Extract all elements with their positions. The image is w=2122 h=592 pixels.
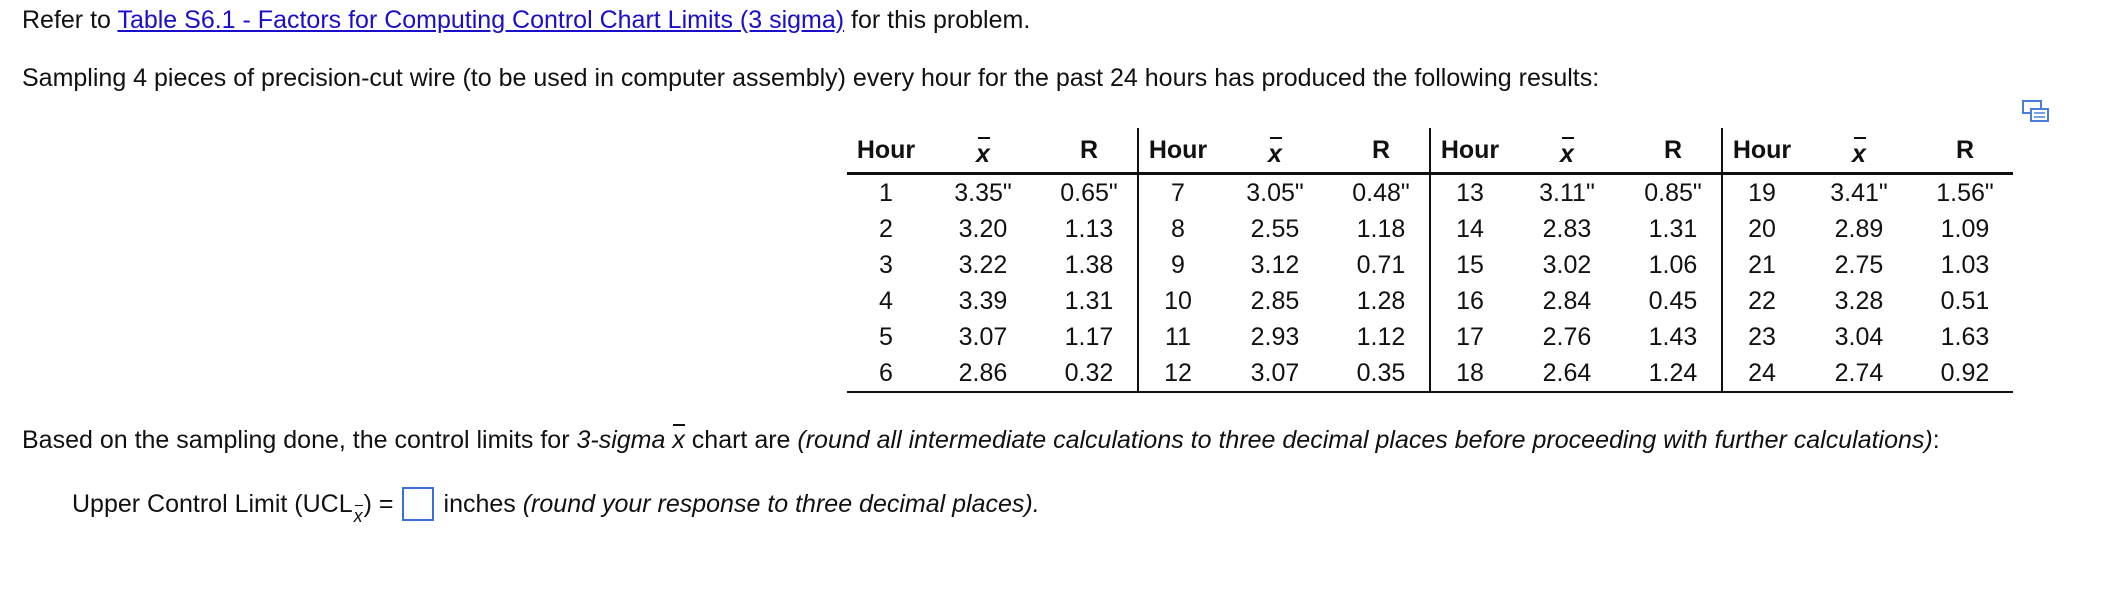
range-cell: 1.63 (1940, 322, 1990, 351)
hour-cell: 21 (1748, 250, 1776, 279)
header-hour: Hour (1430, 128, 1509, 174)
copy-data-icon[interactable] (2022, 100, 2050, 124)
control-limits-question (22, 426, 1940, 455)
hour-cell: 1 (879, 178, 893, 207)
header-hour: Hour (847, 128, 925, 174)
range-cell: 1.38 (1041, 247, 1138, 283)
range-cell: 0.48" (1333, 174, 1430, 212)
question-sigma: 3-sigma (576, 426, 666, 454)
table-row (847, 355, 2013, 392)
hour-cell: 18 (1430, 355, 1509, 392)
intro-prefix: Refer to (22, 6, 118, 34)
question-part2: chart are (684, 426, 798, 454)
range-cell: 0.92 (1917, 355, 2013, 392)
hour-cell: 6 (847, 355, 925, 392)
xbar-cell: 2.76 (1542, 322, 1592, 351)
header-range: R (1041, 128, 1138, 174)
xbar-cell: 3.02 (1542, 250, 1592, 279)
range-cell: 1.31 (1625, 211, 1722, 247)
hour-cell: 12 (1138, 355, 1217, 392)
range-cell: 1.24 (1625, 355, 1722, 392)
range-cell: 1.28 (1333, 283, 1430, 319)
range-cell: 1.13 (1041, 211, 1138, 247)
hour-cell: 19 (1748, 178, 1776, 207)
range-cell: 1.56" (1936, 178, 1994, 207)
xbar-cell: 3.05" (1246, 178, 1304, 207)
ucl-rounding-note: (round your response to three decimal places). (522, 489, 1040, 518)
xbar-cell: 2.85 (1250, 286, 1300, 315)
hour-cell: 7 (1171, 178, 1185, 207)
range-cell: 1.43 (1625, 319, 1722, 355)
hour-cell: 4 (879, 286, 893, 315)
xbar-cell: 2.93 (1250, 322, 1300, 351)
hour-cell: 9 (1171, 250, 1185, 279)
header-range: R (1333, 128, 1430, 174)
range-cell: 1.03 (1940, 250, 1990, 279)
hour-cell: 24 (1722, 355, 1801, 392)
ucl-label-subscript: x (353, 505, 363, 526)
question-instruction: (round all intermediate calculations to three decimal places before proceeding with further calculations) (797, 426, 1933, 454)
table-row (847, 211, 2013, 247)
header-hour: Hour (1722, 128, 1801, 174)
header-xbar: x (1801, 128, 1917, 174)
hour-cell: 2 (879, 214, 893, 243)
sampling-results-table (847, 128, 2013, 393)
hour-cell: 17 (1456, 322, 1484, 351)
intro-line (22, 6, 1030, 35)
range-cell: 1.06 (1625, 247, 1722, 283)
range-cell: 0.85" (1625, 174, 1722, 212)
table-header-row (847, 128, 2013, 174)
range-cell: 1.17 (1041, 319, 1138, 355)
xbar-cell: 3.11" (1539, 178, 1595, 207)
table-row (847, 319, 2013, 355)
question-part1: Based on the sampling done, the control limits for (22, 426, 577, 454)
hour-cell: 11 (1165, 322, 1191, 351)
ucl-unit: inches (443, 489, 516, 518)
xbar-cell: 2.75 (1834, 250, 1884, 279)
xbar-cell: 3.39 (958, 286, 1008, 315)
factors-table-link[interactable]: Table S6.1 - Factors for Computing Control Chart Limits (3 sigma) (117, 6, 845, 34)
header-hour: Hour (1138, 128, 1217, 174)
intro-suffix: for this problem. (844, 6, 1031, 34)
xbar-cell: 3.41" (1830, 178, 1888, 207)
hour-cell: 8 (1171, 214, 1185, 243)
range-cell: 0.35 (1333, 355, 1430, 392)
header-xbar: x (925, 128, 1041, 174)
hour-cell: 20 (1748, 214, 1776, 243)
xbar-cell: 3.20 (958, 214, 1008, 243)
xbar-cell: 2.89 (1834, 214, 1884, 243)
range-cell: 1.12 (1333, 319, 1430, 355)
hour-cell: 13 (1456, 178, 1484, 207)
hour-cell: 14 (1456, 214, 1484, 243)
question-colon: : (1932, 426, 1940, 454)
xbar-cell: 3.07 (958, 322, 1008, 351)
ucl-label-prefix: Upper Control Limit (UCL (72, 489, 353, 518)
header-range: R (1625, 128, 1722, 174)
range-cell: 1.18 (1333, 211, 1430, 247)
range-cell: 0.71 (1333, 247, 1430, 283)
range-cell: 0.45 (1625, 283, 1722, 319)
header-xbar: x (1217, 128, 1333, 174)
table-row (847, 174, 2013, 212)
problem-statement: Sampling 4 pieces of precision-cut wire (to be used in computer assembly) every hour for the past 24 hours has produced the following results: (22, 64, 1600, 92)
xbar-cell: 3.28 (1834, 286, 1884, 315)
hour-cell: 15 (1456, 250, 1484, 279)
table-row (847, 247, 2013, 283)
xbar-cell: 2.74 (1801, 355, 1917, 392)
xbar-cell: 3.04 (1834, 322, 1884, 351)
xbar-cell: 2.84 (1542, 286, 1592, 315)
xbar-cell: 3.35" (954, 178, 1012, 207)
range-cell: 1.31 (1041, 283, 1138, 319)
hour-cell: 23 (1748, 322, 1776, 351)
xbar-cell: 2.64 (1509, 355, 1625, 392)
range-cell: 0.51 (1940, 286, 1990, 315)
hour-cell: 22 (1748, 286, 1776, 315)
header-xbar: x (1509, 128, 1625, 174)
xbar-cell: 3.07 (1217, 355, 1333, 392)
ucl-answer-row (72, 487, 1040, 526)
xbar-cell: 2.86 (925, 355, 1041, 392)
hour-cell: 3 (879, 250, 893, 279)
range-cell: 1.09 (1940, 214, 1990, 243)
hour-cell: 5 (879, 322, 893, 351)
xbar-cell: 2.55 (1250, 214, 1300, 243)
ucl-label-suffix: ) = (363, 489, 394, 518)
question-xbar: x (672, 426, 685, 454)
range-cell: 0.65" (1041, 174, 1138, 212)
ucl-answer-input[interactable] (402, 487, 434, 521)
table-row (847, 283, 2013, 319)
hour-cell: 10 (1164, 286, 1192, 315)
hour-cell: 16 (1456, 286, 1484, 315)
xbar-cell: 2.83 (1542, 214, 1592, 243)
range-cell: 0.32 (1041, 355, 1138, 392)
xbar-cell: 3.22 (958, 250, 1008, 279)
xbar-cell: 3.12 (1250, 250, 1300, 279)
header-range: R (1917, 128, 2013, 174)
